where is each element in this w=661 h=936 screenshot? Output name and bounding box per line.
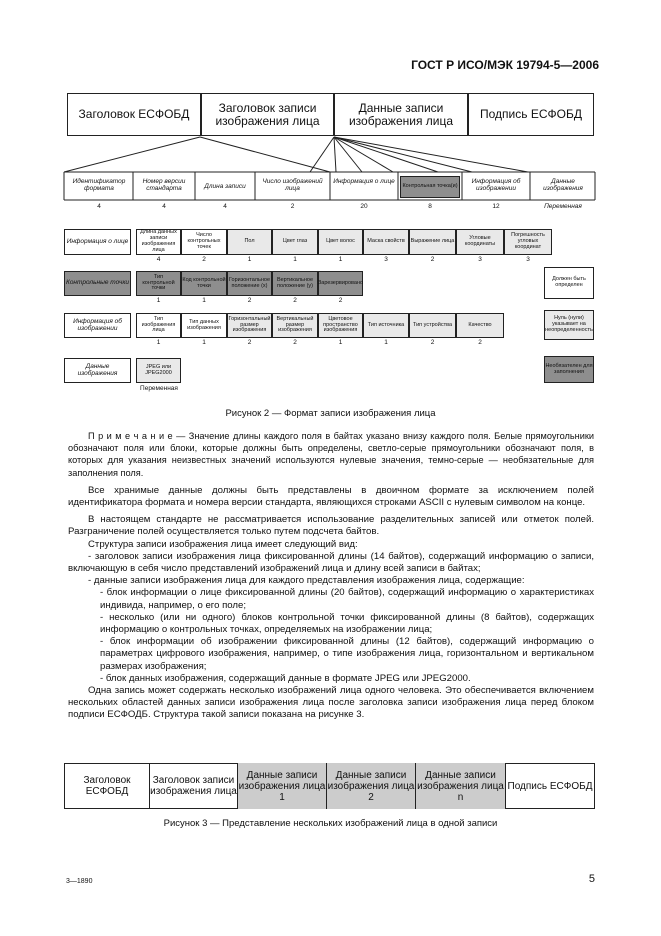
list-item: - заголовок записи изображения лица фиксированной длины (14 байтов), содержащий информацию о записи, включающую в себя число представлений изображений лица и длину всей записи в байтах; [68,550,594,575]
size-label: 1 [293,256,297,263]
size-label: Переменная [140,385,178,392]
note-paragraph: П р и м е ч а н и е — Значение длины каждого поля в байтах указано внизу каждого поля. Белые прямоугольники обозначают поля или блоки, которые должны быть определены, светло-серые прямоугольники обозначают поля, в которых для указания неизвестных значений используются нулевые значения, темно-серые — необязательные для заполнения поля. [68,431,594,478]
fig3-data-2: Данные записи изображения лица 2 [326,763,415,809]
size-label: Переменная [544,203,582,210]
size-label: 12 [492,203,500,210]
block-esfobd-header: Заголовок ЕСФОБД [67,93,201,136]
block-esfobd-signature: Подпись ЕСФОБД [468,93,594,136]
field-format-id: Идентификатор формата [72,178,126,192]
document-header: ГОСТ Р ИСО/МЭК 19794-5—2006 [411,58,599,72]
cp-field-code: Код контрольной точки [181,271,227,296]
image-data-jpeg: JPEG или JPEG2000 [136,358,181,383]
paragraph: Структура записи изображения лица имеет следующий вид: [88,538,358,550]
face-field-eye-color: Цвет глаз [272,229,318,255]
face-field-pose-uncertainty: Погрешность угловых координат [504,229,552,255]
list-subitem: - блок информации о лице фиксированной длины (20 байтов), содержащий информацию о характеристиках индивида, например, о его поле; [100,587,594,611]
figure3-caption: Рисунок 3 — Представление нескольких изображений лица в одной записи [163,818,498,829]
size-label: 1 [338,339,343,346]
face-field-gender: Пол [227,229,272,255]
list-subitem: - блок данных изображения, содержащий данные в формате JPEG или JPEG2000. [100,672,471,684]
figure2-caption: Рисунок 2 — Формат записи изображения лица [225,408,436,419]
img-field-color-space: Цветовое пространство изображения [318,313,363,338]
list-subitem: - блок информации об изображении фиксированной длины (12 байтов), содержащий информацию о параметрах цифрового изображения, например, о типе изображения лица, горизонтальном и вертикальном размерах изображения; [100,636,594,672]
field-image-data: Данные изображения [543,178,583,192]
field-record-length: Длина записи [204,183,246,190]
size-label: 1 [156,339,161,346]
face-field-hair-color: Цвет волос [318,229,363,255]
fig3-face-record-header: Заголовок записи изображения лица [149,763,237,809]
size-label: 3 [384,256,388,263]
fig3-esfobd-header: Заголовок ЕСФОБД [83,775,131,797]
size-label: 2 [430,339,435,346]
size-label: 1 [156,297,161,304]
face-field-length: Длина данных записи изображения лица [136,229,181,255]
size-label: 1 [202,297,206,304]
img-field-data-type: Тип данных изображения [181,313,227,338]
face-field-pose-angles: Угловые координаты [456,229,504,255]
fig3-data-n: Данные записи изображения лица n [415,763,505,809]
row-label-face-info: Информация о лице [64,229,131,255]
block-face-record-data: Данные записи изображения лица [334,93,468,136]
cp-field-x: Горизонтальное положение (x) [227,271,272,296]
paragraph: Все хранимые данные должны быть представлены в двоичном формате за исключением полей идентификатора формата и номера версии стандарта, являющихся строками ASCII с нулевым символом на конце. [68,484,594,509]
size-label: 1 [247,256,252,263]
row-label-image-data: Данные изображения [64,358,131,383]
body-text [68,430,594,722]
face-field-cp-count: Число контрольных точек [181,229,227,255]
field-version: Номер версии стандарта [142,178,186,192]
size-label: 4 [223,203,227,210]
field-image-info: Информация об изображении [471,178,521,192]
size-label: 2 [293,339,297,346]
fig3-data-1: Данные записи изображения лица 1 [237,763,326,809]
img-field-height: Вертикальный размер изображения [272,313,318,338]
size-label: 20 [360,203,368,210]
field-control-points: Контрольная точка(и) [400,176,460,198]
size-label: 2 [338,297,343,304]
img-field-source-type: Тип источника [363,313,409,338]
face-field-feature-mask: Маска свойств [363,229,409,255]
face-field-expression: Выражение лица [409,229,456,255]
fig3-esfobd-signature: Подпись ЕСФОБД [505,763,594,809]
size-label: 1 [338,256,343,263]
size-label: 4 [156,256,161,263]
size-label: 2 [202,256,206,263]
paragraph: В настоящем стандарте не рассматривается использование разделительных записей или отметок полей. Разграничение полей осуществляется только путем подсчета байтов. [68,514,594,538]
size-label: 1 [202,339,206,346]
img-field-width: Горизонтальный размер изображения [227,313,272,338]
footer-code: 3—1890 [66,878,93,885]
img-field-quality: Качество [456,313,504,338]
note-optional: Необязателен для заполнения [544,356,594,383]
size-label: 2 [290,203,295,210]
list-item: - данные записи изображения лица для каждого представления изображения лица, содержащие: [88,575,525,587]
size-label: 3 [478,256,482,263]
img-field-device-type: Тип устройства [409,313,456,338]
row-label-control-points: Контрольные точки [64,271,131,296]
size-label: 2 [247,339,252,346]
page-number: 5 [588,873,595,885]
cp-field-y: Вертикальное положение (y) [272,271,318,296]
note-must-be-defined: Должен быть определен [544,267,594,299]
size-label: 4 [162,203,166,210]
list-subitem: - несколько (или ни одного) блоков контрольной точки фиксированной длины (8 байтов), содержащих информацию о контрольных точках, определяемых на изображении лица; [100,611,594,636]
cp-field-reserved: Зарезервировано [318,271,363,296]
size-label: 2 [247,297,252,304]
paragraph: Одна запись может содержать несколько изображений лица одного человека. Это обеспечивается включением нескольких областей данных записи изображения лица после заголовка записи изображения лица перед блоком подписи ЕСФОДБ. Структура такой записи показана на рисунке 3. [68,685,594,721]
cp-field-type: Тип контрольной точки [136,271,181,296]
field-image-count: Число изображений лица [262,178,323,192]
size-label: 8 [428,203,432,210]
row-label-image-info: Информация об изображении [64,313,131,338]
field-face-info: Информация о лице [333,178,395,185]
note-zero-unknown: Нуль (нули) указывает на неопределенность [544,310,594,340]
size-label: 3 [526,256,530,263]
block-face-record-header: Заголовок записи изображения лица [201,93,334,136]
img-field-face-type: Тип изображения лица [136,313,181,338]
size-label: 2 [478,339,482,346]
size-label: 1 [384,339,388,346]
size-label: 4 [97,203,101,210]
size-label: 2 [430,256,435,263]
size-label: 2 [293,297,297,304]
